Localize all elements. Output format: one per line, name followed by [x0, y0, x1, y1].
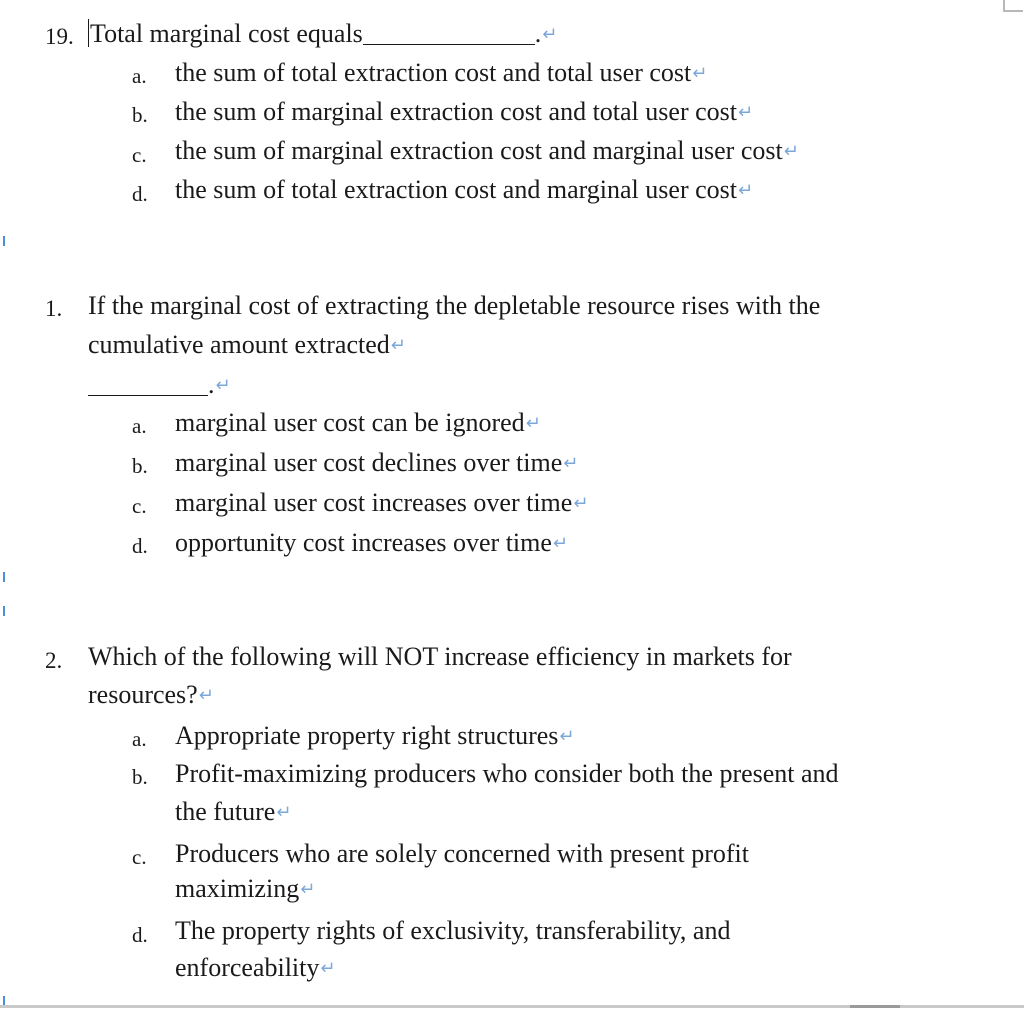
paragraph-mark-icon: ↵ — [573, 493, 589, 514]
question-2-stem-line1[interactable]: Which of the following will NOT increase efficiency in markets for — [88, 642, 792, 671]
answer-blank[interactable] — [363, 20, 535, 45]
question-1-stem-line2[interactable] — [88, 326, 406, 364]
question-1-stem-line1[interactable]: If the marginal cost of extracting the depletable resource rises with the — [88, 291, 821, 320]
option-text[interactable] — [175, 404, 541, 442]
option-letter: a. — [132, 64, 147, 88]
option-d-text: the sum of total extraction cost and marginal user cost — [175, 175, 737, 204]
option-text[interactable] — [175, 54, 707, 92]
option-d-text-line2: enforceability — [175, 953, 320, 982]
margin-tick — [3, 236, 5, 246]
question-2-stem-line2[interactable] — [88, 676, 214, 714]
question-19-number: 19. — [45, 24, 74, 49]
answer-blank[interactable] — [88, 371, 208, 396]
blank-suffix: . — [534, 19, 542, 48]
option-b-text: marginal user cost declines over time — [175, 448, 563, 477]
option-text[interactable] — [175, 171, 753, 209]
paragraph-mark-icon: ↵ — [692, 63, 708, 84]
option-a-text: the sum of total extraction cost and total user cost — [175, 58, 692, 87]
option-text[interactable] — [175, 132, 799, 170]
option-letter: d. — [132, 182, 148, 206]
option-text-line1[interactable]: The property rights of exclusivity, transferability, and — [175, 916, 731, 945]
option-text-line2[interactable] — [175, 949, 335, 987]
paragraph-mark-icon: ↵ — [737, 180, 754, 201]
option-c-text-line2: maximizing — [175, 874, 300, 903]
option-c-text: marginal user cost increases over time — [175, 488, 573, 517]
option-text[interactable] — [175, 524, 568, 562]
option-text-line2[interactable] — [175, 793, 291, 831]
question-1-blank-line[interactable] — [88, 366, 231, 404]
option-letter: a. — [132, 727, 147, 751]
option-letter: a. — [132, 414, 147, 438]
margin-tick — [3, 572, 5, 582]
paragraph-mark-icon: ↵ — [390, 335, 406, 356]
option-letter: b. — [132, 765, 148, 789]
blank-suffix: . — [208, 370, 215, 399]
paragraph-mark-icon: ↵ — [300, 879, 316, 900]
option-c-text: the sum of marginal extraction cost and marginal user cost — [175, 136, 783, 165]
option-letter: b. — [132, 103, 148, 127]
option-text-line2[interactable] — [175, 870, 315, 908]
paragraph-mark-icon: ↵ — [320, 958, 336, 979]
question-1-number: 1. — [45, 296, 63, 321]
option-text[interactable] — [175, 717, 574, 755]
question-2-stem-line2-text: resources? — [88, 680, 198, 709]
option-letter: c. — [132, 494, 147, 518]
question-1-stem-line2-text: cumulative amount extracted — [88, 330, 390, 359]
question-19-stem[interactable] — [88, 15, 557, 53]
paragraph-mark-icon: ↵ — [559, 726, 575, 747]
option-letter: d. — [132, 534, 148, 558]
corner-crop-mark — [1003, 0, 1023, 12]
option-text[interactable] — [175, 93, 753, 131]
option-d-text: opportunity cost increases over time — [175, 528, 552, 557]
paragraph-mark-icon: ↵ — [198, 685, 214, 706]
text-cursor — [88, 19, 89, 47]
option-text-line1[interactable]: Producers who are solely concerned with present profit — [175, 839, 749, 868]
paragraph-mark-icon: ↵ — [783, 141, 799, 162]
option-text[interactable] — [175, 484, 588, 522]
option-b-text: the sum of marginal extraction cost and total user cost — [175, 97, 737, 126]
option-letter: c. — [132, 143, 147, 167]
option-text-line1[interactable]: Profit-maximizing producers who consider both the present and — [175, 759, 839, 788]
margin-tick — [3, 606, 5, 616]
paragraph-mark-icon: ↵ — [525, 413, 541, 434]
option-a-text: marginal user cost can be ignored — [175, 408, 525, 437]
option-a-text: Appropriate property right structures — [175, 721, 559, 750]
option-letter: d. — [132, 923, 148, 947]
paragraph-mark-icon: ↵ — [737, 102, 754, 123]
paragraph-mark-icon: ↵ — [215, 375, 231, 396]
paragraph-mark-icon: ↵ — [563, 453, 579, 474]
paragraph-mark-icon: ↵ — [552, 533, 568, 554]
paragraph-mark-icon: ↵ — [542, 24, 558, 45]
scrollbar-thumb[interactable] — [850, 1005, 900, 1008]
option-letter: c. — [132, 845, 147, 869]
option-b-text-line2: the future — [175, 797, 276, 826]
option-text[interactable] — [175, 444, 578, 482]
paragraph-mark-icon: ↵ — [276, 802, 292, 823]
question-2-number: 2. — [45, 648, 63, 673]
option-letter: b. — [132, 454, 148, 478]
question-19-stem-text: Total marginal cost equals — [90, 19, 363, 48]
